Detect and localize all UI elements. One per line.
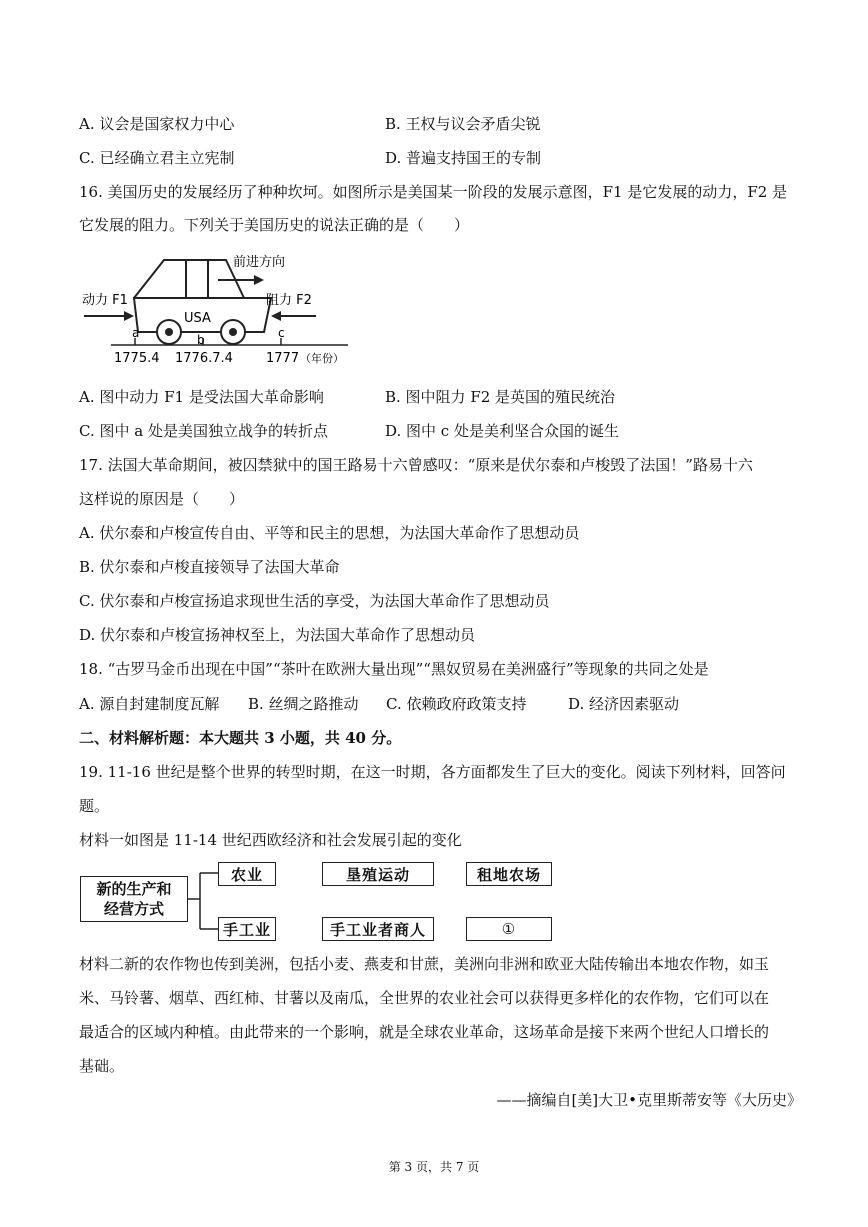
q15-option-b: B. 王权与议会矛盾尖锐 xyxy=(385,115,541,133)
material2-line3: 最适合的区域内种植。由此带来的一个影响，就是全球农业革命，这场革命是接下来两个世纪人口增长的 xyxy=(79,1023,770,1041)
page-footer: 第 3 页，共 7 页 xyxy=(388,1160,480,1174)
diagram-box-rent: 租地农场 xyxy=(466,862,552,886)
material1-title: 材料一如图是 11-14 世纪西欧经济和社会发展引起的变化 xyxy=(79,831,462,849)
material2-line2: 米、马铃薯、烟草、西红柿、甘薯以及南瓜，全世界的农业社会可以获得更多样化的农作物，它们可以在 xyxy=(79,989,770,1007)
q17-option-c: C. 伏尔泰和卢梭宣扬追求现世生活的享受，为法国大革命作了思想动员 xyxy=(79,592,550,610)
q17-option-d: D. 伏尔泰和卢梭宣扬神权至上，为法国大革命作了思想动员 xyxy=(79,626,476,644)
year-unit: （年份） xyxy=(300,352,344,365)
diagram-connector xyxy=(188,860,218,940)
q17-stem-line2: 这样说的原因是（ ） xyxy=(79,490,245,508)
mark-a: a xyxy=(132,326,140,340)
q19-stem-line1: 19. 11-16 世纪是整个世界的转型时期，在这一时期，各方面都发生了巨大的变化。阅读下列材料，回答问 xyxy=(79,763,786,781)
date-3: 1777 xyxy=(266,351,300,366)
q15-option-a: A. 议会是国家权力中心 xyxy=(79,115,235,133)
q19-stem-line2: 题。 xyxy=(79,797,110,815)
q17-option-b: B. 伏尔泰和卢梭直接领导了法国大革命 xyxy=(79,558,340,576)
q16-stem-line2: 它发展的阻力。下列关于美国历史的说法正确的是（ ） xyxy=(79,216,470,234)
q18-option-a: A. 源自封建制度瓦解 xyxy=(79,695,220,713)
diagram-box-agri: 农业 xyxy=(218,862,276,886)
diagram-root-line2: 经营方式 xyxy=(103,900,164,918)
material2-source: ——摘编自[美]大卫•克里斯蒂安等《大历史》 xyxy=(496,1091,802,1109)
diagram-root-box xyxy=(80,876,188,922)
q18-stem: 18. “古罗马金币出现在中国”“茶叶在欧洲大量出现”“黑奴贸易在美洲盛行”等现象的共同之处是 xyxy=(79,660,709,678)
q16-option-d: D. 图中 c 处是美利坚合众国的诞生 xyxy=(385,422,619,440)
q16-stem-line1: 16. 美国历史的发展经历了种种坎坷。如图所示是美国某一阶段的发展示意图，F1 是它发展的动力，F2 是 xyxy=(79,183,788,201)
force2-label: 阻力 F2 xyxy=(266,293,312,308)
mark-b: b xyxy=(197,333,205,347)
q18-option-b: B. 丝绸之路推动 xyxy=(248,695,359,713)
q16-option-c: C. 图中 a 处是美国独立战争的转折点 xyxy=(79,422,328,440)
material2-line1: 材料二新的农作物也传到美洲，包括小麦、燕麦和甘蔗，美洲向非洲和欧亚大陆传输出本地农作物，如玉 xyxy=(79,955,770,973)
material2-line4: 基础。 xyxy=(79,1057,125,1075)
date-2: 1776.7.4 xyxy=(175,351,233,366)
diagram-box-blank: ① xyxy=(466,917,552,941)
diagram-box-merchant: 手工业者商人 xyxy=(322,917,434,941)
date-1: 1775.4 xyxy=(114,351,160,366)
diagram-root-line1: 新的生产和 xyxy=(96,880,172,898)
diagram-box-craft: 手工业 xyxy=(218,917,276,941)
force1-label: 动力 F1 xyxy=(82,293,128,308)
q17-option-a: A. 伏尔泰和卢梭宣传自由、平等和民主的思想，为法国大革命作了思想动员 xyxy=(79,524,580,542)
diagram-box-reclaim: 垦殖运动 xyxy=(322,862,434,886)
q17-stem-line1: 17. 法国大革命期间，被囚禁狱中的国王路易十六曾感叹：“原来是伏尔泰和卢梭毁了法国！”路易十六 xyxy=(79,456,753,474)
q16-option-a: A. 图中动力 F1 是受法国大革命影响 xyxy=(79,388,324,406)
forward-label: 前进方向 xyxy=(233,255,286,270)
q18-option-c: C. 依赖政府政策支持 xyxy=(386,695,527,713)
q15-option-d: D. 普遍支持国王的专制 xyxy=(385,149,542,167)
q16-option-b: B. 图中阻力 F2 是英国的殖民统治 xyxy=(385,388,616,406)
mark-c: c xyxy=(278,326,285,340)
section-2-title: 二、材料解析题：本大题共 3 小题，共 40 分。 xyxy=(79,729,402,747)
car-label: USA xyxy=(184,311,211,326)
q15-option-c: C. 已经确立君主立宪制 xyxy=(79,149,235,167)
q18-option-d: D. 经济因素驱动 xyxy=(568,695,680,713)
q16-car-figure xyxy=(76,240,376,375)
